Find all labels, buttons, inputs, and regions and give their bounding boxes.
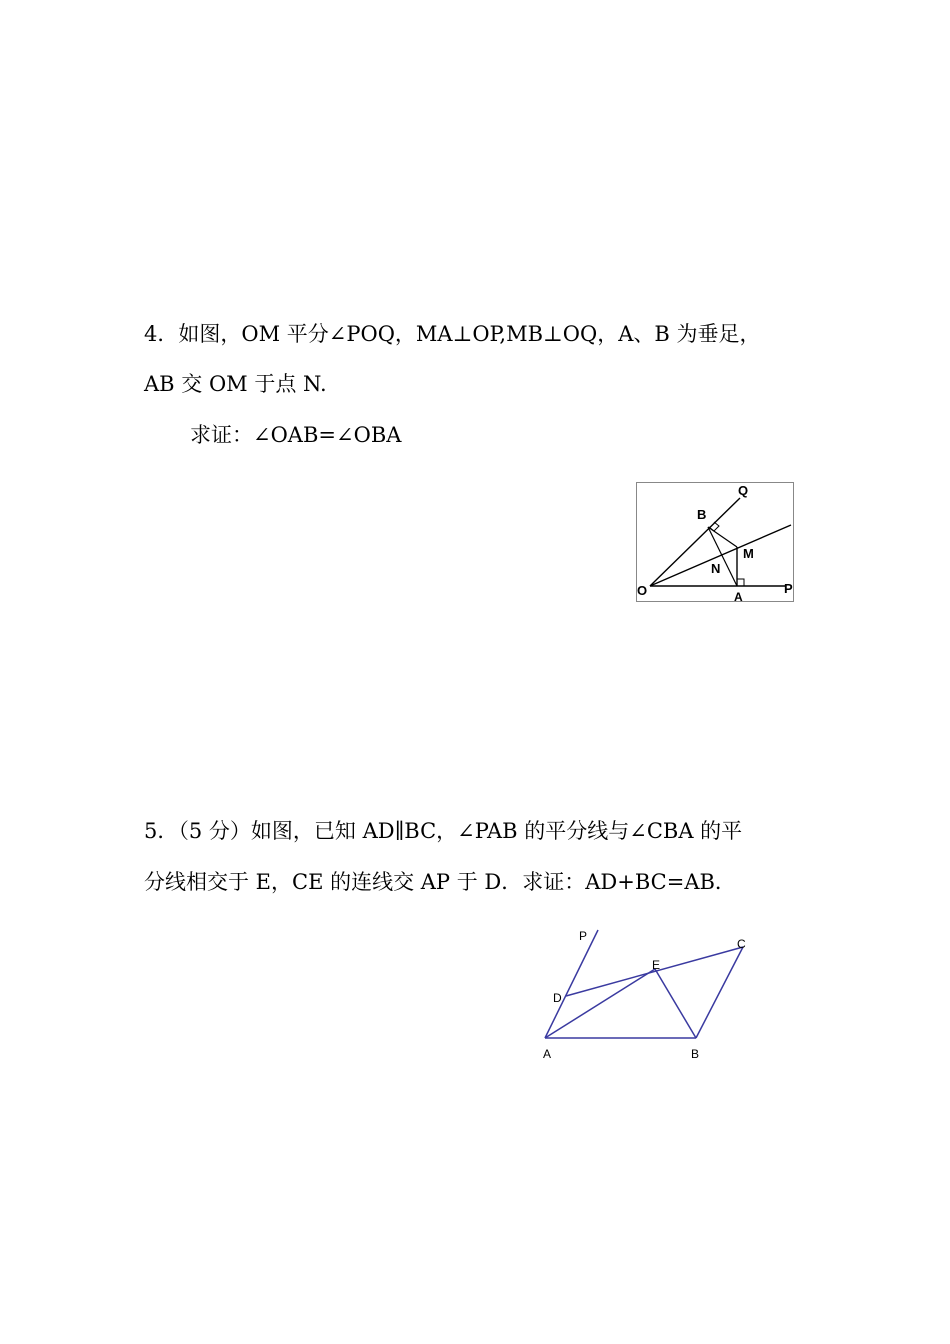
label-e: E bbox=[652, 958, 661, 972]
label-c: C bbox=[737, 937, 746, 951]
label-b: B bbox=[697, 507, 707, 522]
q4-line2: AB 交 OM 于点 N. bbox=[144, 372, 327, 396]
label-a: A bbox=[734, 590, 743, 602]
q4-line1: 4．如图，OM 平分∠POQ，MA⊥OP,MB⊥OQ，A、B 为垂足， bbox=[144, 322, 761, 346]
label-p: P bbox=[579, 929, 588, 943]
label-a: A bbox=[543, 1047, 552, 1061]
label-p: P bbox=[784, 581, 793, 596]
label-b: B bbox=[691, 1047, 700, 1061]
q5-figure bbox=[535, 922, 760, 1068]
q4-prove: 求证：∠OAB=∠OBA bbox=[190, 423, 402, 447]
label-d: D bbox=[553, 991, 562, 1005]
q5-line2: 分线相交于 E，CE 的连线交 AP 于 D．求证：AD+BC=AB． bbox=[144, 870, 736, 894]
q5-line1: 5．（5 分）如图，已知 AD∥BC，∠PAB 的平分线与∠CBA 的平 bbox=[144, 819, 743, 843]
label-m: M bbox=[743, 546, 754, 561]
q4-figure bbox=[636, 482, 794, 602]
label-q: Q bbox=[738, 483, 749, 498]
label-o: O bbox=[637, 583, 648, 598]
label-n: N bbox=[711, 561, 721, 576]
